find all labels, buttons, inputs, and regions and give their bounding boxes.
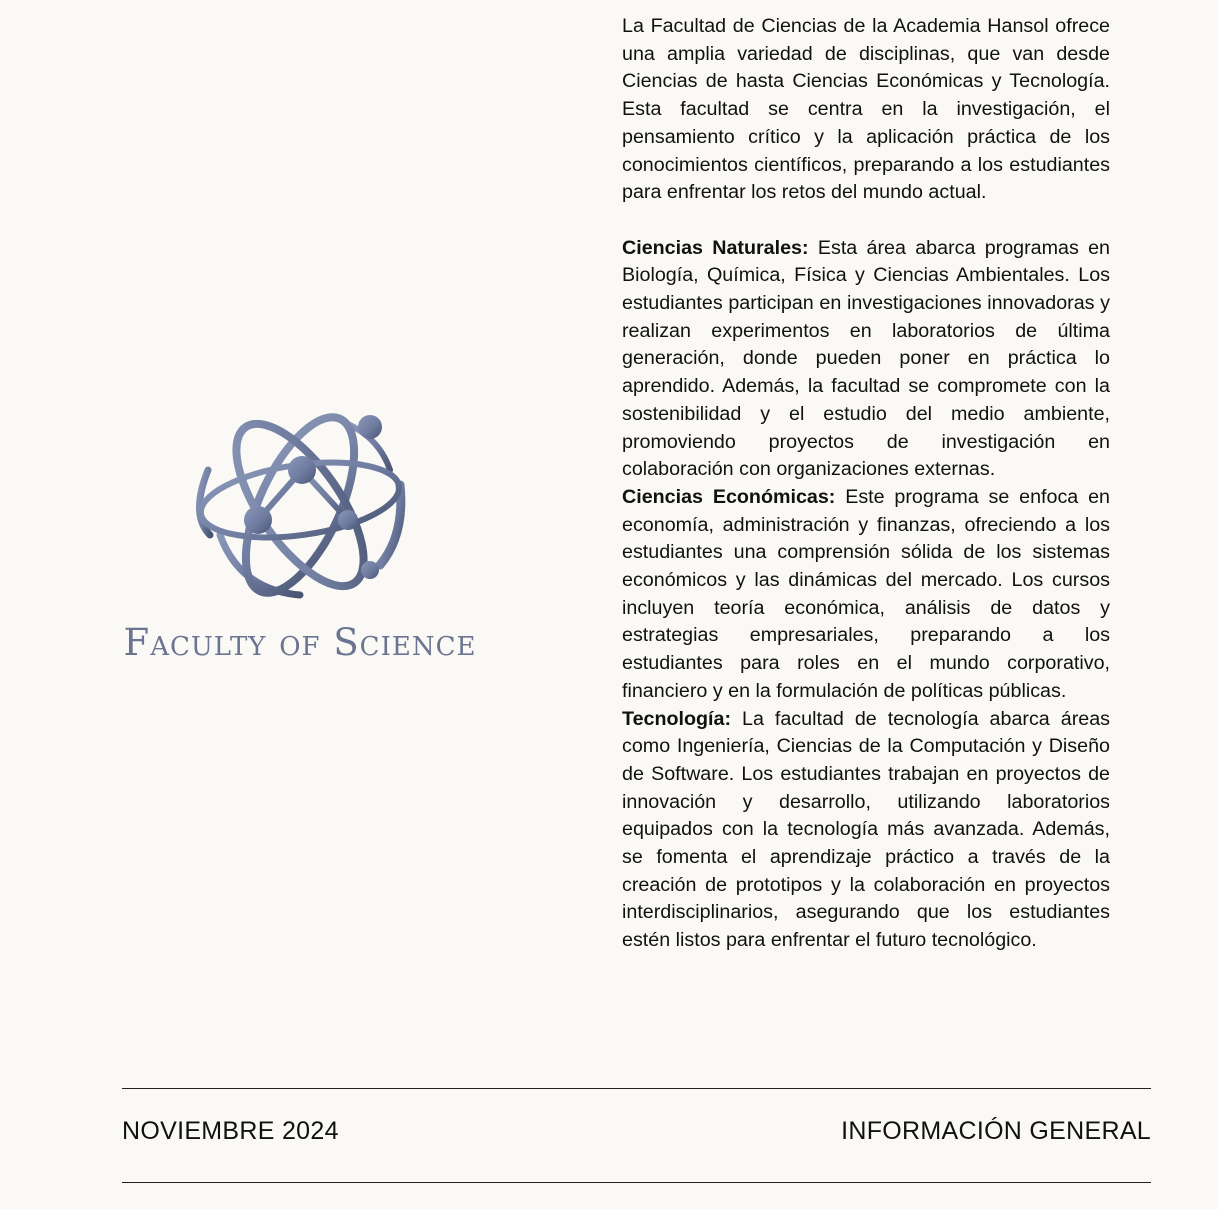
faculty-logo (80, 385, 520, 664)
footer-divider-top (122, 1088, 1151, 1089)
section-ciencias-economicas (622, 484, 1110, 706)
section-heading: Ciencias Económicas: (622, 485, 836, 508)
intro-paragraph: La Facultad de Ciencias de la Academia Hansol ofrece una amplia variedad de disciplinas, que van desde Ciencias de hasta Ciencias Económicas y Tecnología. Esta facultad se centra en la investigación, el pensamiento crítico y la aplicación práctica de los conocimientos científicos, preparando a los estudiantes para enfrentar los retos del mundo actual. (622, 15, 1110, 204)
footer-section-title: INFORMACIÓN GENERAL (841, 1117, 1151, 1145)
section-heading: Ciencias Naturales: (622, 236, 809, 259)
section-text: Esta área abarca programas en Biología, Química, Física y Ciencias Ambientales. Los estudiantes participan en investigaciones innovadoras y realizan experimentos en laboratorios de última generación, donde pueden poner en práctica lo aprendido. Además, la facultad se compromete con la sostenibilidad y el estudio del medio ambiente, promoviendo proyectos de investigación en colaboración con organizaciones externas. (622, 236, 1110, 481)
section-heading: Tecnología: (622, 707, 732, 730)
section-ciencias-naturales (622, 235, 1110, 484)
section-text: Este programa se enfoca en economía, administración y finanzas, ofreciendo a los estudiantes una comprensión sólida de los sistemas económicos y las dinámicas del mercado. Los cursos incluyen teoría económica, análisis de datos y estrategias empresariales, preparando a los estudiantes para roles en el mundo corporativo, financiero y en la formulación de políticas públicas. (622, 485, 1110, 702)
footer-date: NOVIEMBRE 2024 (122, 1117, 339, 1145)
logo-wordmark: Faculty of Science (123, 621, 477, 664)
section-tecnologia (622, 706, 1110, 955)
atom-icon (180, 385, 420, 605)
section-text: La facultad de tecnología abarca áreas como Ingeniería, Ciencias de la Computación y Diseño de Software. Los estudiantes trabajan en proyectos de innovación y desarrollo, utilizando laboratorios equipados con la tecnología más avanzada. Además, se fomenta el aprendizaje práctico a través de la creación de prototipos y la colaboración en proyectos interdisciplinarios, asegurando que los estudiantes estén listos para enfrentar el futuro tecnológico. (622, 707, 1110, 952)
footer-divider-bottom (122, 1182, 1151, 1183)
body-content (622, 13, 1110, 955)
